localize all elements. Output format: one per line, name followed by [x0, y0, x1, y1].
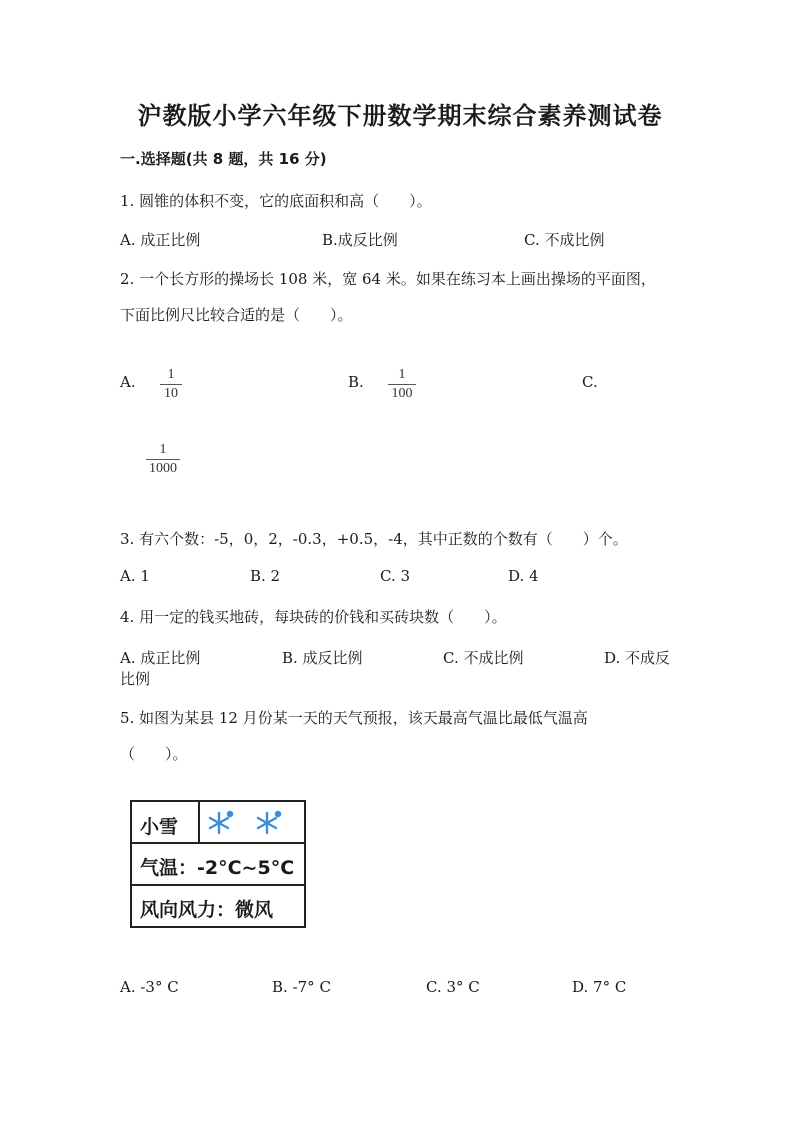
- weather-forecast-card: [130, 800, 306, 928]
- q5-option-c: C. 3° C: [426, 978, 480, 996]
- q4-option-a: A. 成正比例: [120, 649, 201, 667]
- question-4-stem: 4. 用一定的钱买地砖，每块砖的价钱和买砖块数（ ）。: [120, 608, 507, 626]
- weather-condition: 小雪: [140, 816, 179, 838]
- q2-option-a: A.: [120, 373, 136, 391]
- q1-option-b: B.成反比例: [322, 231, 398, 249]
- fraction-denominator: 10: [164, 386, 178, 401]
- page-title: 沪教版小学六年级下册数学期末综合素养测试卷: [137, 102, 663, 130]
- weather-wind-row: [132, 886, 304, 926]
- question-2-stem-line1: 2. 一个长方形的操场长 108 米，宽 64 米。如果在练习本上画出操场的平面图，: [120, 270, 656, 288]
- q4-option-d: D. 不成反: [604, 649, 671, 667]
- question-1-stem: 1. 圆锥的体积不变，它的底面积和高（ ）。: [120, 192, 432, 210]
- q1-option-c: C. 不成比例: [524, 231, 605, 249]
- snowflake-icon: [206, 808, 236, 838]
- weather-condition-row: [132, 802, 304, 844]
- q2-option-b: B.: [348, 373, 364, 391]
- q2-fraction-a: [160, 367, 182, 402]
- divider: [198, 802, 200, 842]
- q3-option-d: D. 4: [508, 567, 539, 585]
- q4-option-b: B. 成反比例: [282, 649, 363, 667]
- q1-option-a: A. 成正比例: [120, 231, 201, 249]
- fraction-bar: [146, 459, 180, 460]
- q5-option-d: D. 7° C: [572, 978, 627, 996]
- fraction-bar: [388, 384, 416, 385]
- question-3-stem: 3. 有六个数：-5，0，2，-0.3，+0.5，-4，其中正数的个数有（ ）个。: [120, 530, 628, 548]
- fraction-numerator: 1: [159, 442, 167, 457]
- q3-option-a: A. 1: [120, 567, 150, 585]
- q5-option-b: B. -7° C: [272, 978, 331, 996]
- q3-option-b: B. 2: [250, 567, 281, 585]
- weather-temperature: 气温：-2°C~5°C: [140, 857, 295, 879]
- question-5-stem-line1: 5. 如图为某县 12 月份某一天的天气预报，该天最高气温比最低气温高: [120, 709, 588, 727]
- weather-temperature-row: [132, 844, 304, 886]
- q2-fraction-b: [388, 367, 416, 402]
- q2-fraction-c: [146, 442, 180, 477]
- snowflake-icon: [254, 808, 284, 838]
- q4-option-d-wrap: 比例: [120, 670, 151, 688]
- fraction-numerator: 1: [398, 367, 406, 382]
- question-5-stem-line2: （ ）。: [120, 745, 188, 763]
- q5-option-a: A. -3° C: [120, 978, 179, 996]
- weather-wind: 风向风力：微风: [140, 899, 274, 921]
- question-2-stem-line2: 下面比例尺比较合适的是（ ）。: [120, 306, 353, 324]
- q3-option-c: C. 3: [380, 567, 411, 585]
- fraction-numerator: 1: [167, 367, 175, 382]
- fraction-denominator: 1000: [149, 461, 177, 476]
- fraction-bar: [160, 384, 182, 385]
- fraction-denominator: 100: [391, 386, 413, 401]
- q2-option-c: C.: [582, 373, 598, 391]
- section-heading: 一.选择题(共 8 题，共 16 分): [120, 150, 327, 168]
- q4-option-c: C. 不成比例: [443, 649, 524, 667]
